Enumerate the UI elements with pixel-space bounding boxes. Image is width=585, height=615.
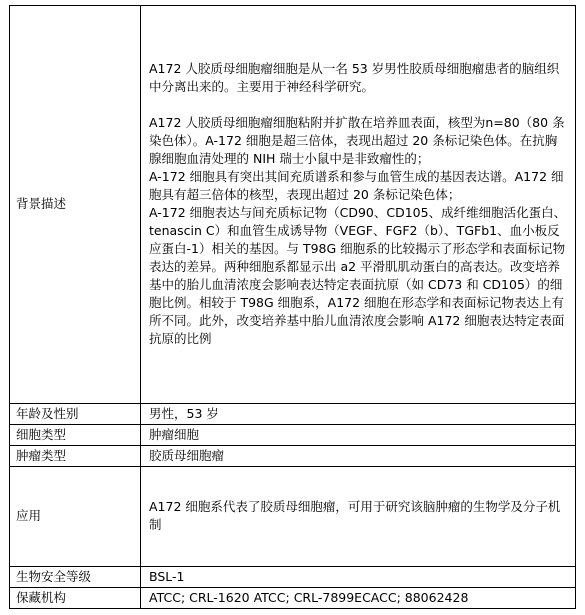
table-row <box>10 6 576 404</box>
row-label-cell-type: 细胞类型 <box>10 424 141 445</box>
table-row <box>10 466 576 566</box>
cell-info-table <box>9 5 576 609</box>
table-row <box>10 566 576 587</box>
biosafety-value: BSL-1 <box>141 566 576 587</box>
depository-value: ATCC; CRL-1620 ATCC; CRL-7899ECACC; 88062428 <box>141 587 576 608</box>
table-row <box>10 445 576 466</box>
row-label-age-sex: 年龄及性别 <box>10 403 141 424</box>
table-row <box>10 424 576 445</box>
background-paragraph: A172 人胶质母细胞瘤细胞是从一名 53 岁男性胶质母细胞瘤患者的脑组织中分离出来的。主要用于神经科学研究。 <box>149 61 560 95</box>
cell-type-value: 肿瘤细胞 <box>141 424 576 445</box>
row-label-tumor-type: 肿瘤类型 <box>10 445 141 466</box>
background-paragraph: A-172 细胞具有突出其间充质谱系和参与血管生成的基因表达谱。A172 细胞具有超三倍体的核型，表现出超过 20 条标记染色体； <box>149 169 564 203</box>
row-label-biosafety: 生物安全等级 <box>10 566 141 587</box>
background-description <box>141 6 576 404</box>
row-label-application: 应用 <box>10 466 141 566</box>
application-value: A172 细胞系代表了胶质母细胞瘤，可用于研究该脑肿瘤的生物学及分子机制 <box>141 466 576 566</box>
background-paragraph: A-172 细胞表达与间充质标记物（CD90、CD105、成纤维细胞活化蛋白、tenascin C）和血管生成诱导物（VEGF、FGF2（b）、TGFb1、血小板反应蛋白-1）相关的基因。与 T98G 细胞系的比较揭示了形态学和表面标记物表达的差异。两种细胞系都显示出 a2 平滑肌肌动蛋白的高表达。改变培养基中的胎儿血清浓度会影响表达特定表面抗原（如 CD73 和 CD105）的细胞比例。相较于 T98G 细胞系，A172 细胞在形态学和表面标记物表达上有所不同。此外，改变培养基中胎儿血清浓度会影响 A172 细胞表达特定表面抗原的比例 <box>149 205 567 347</box>
table-row <box>10 403 576 424</box>
table-row <box>10 587 576 608</box>
background-paragraph: A172 人胶质母细胞瘤细胞粘附并扩散在培养皿表面，核型为n=80（80 条染色体）。A-172 细胞是超三倍体，表现出超过 20 条标记染色体。在抗胸腺细胞血清处理的 NIH 瑞士小鼠中是非致瘤性的； <box>149 115 565 167</box>
tumor-type-value: 胶质母细胞瘤 <box>141 445 576 466</box>
age-sex-value: 男性，53 岁 <box>141 403 576 424</box>
row-label-depository: 保藏机构 <box>10 587 141 608</box>
row-label-background: 背景描述 <box>10 6 141 404</box>
